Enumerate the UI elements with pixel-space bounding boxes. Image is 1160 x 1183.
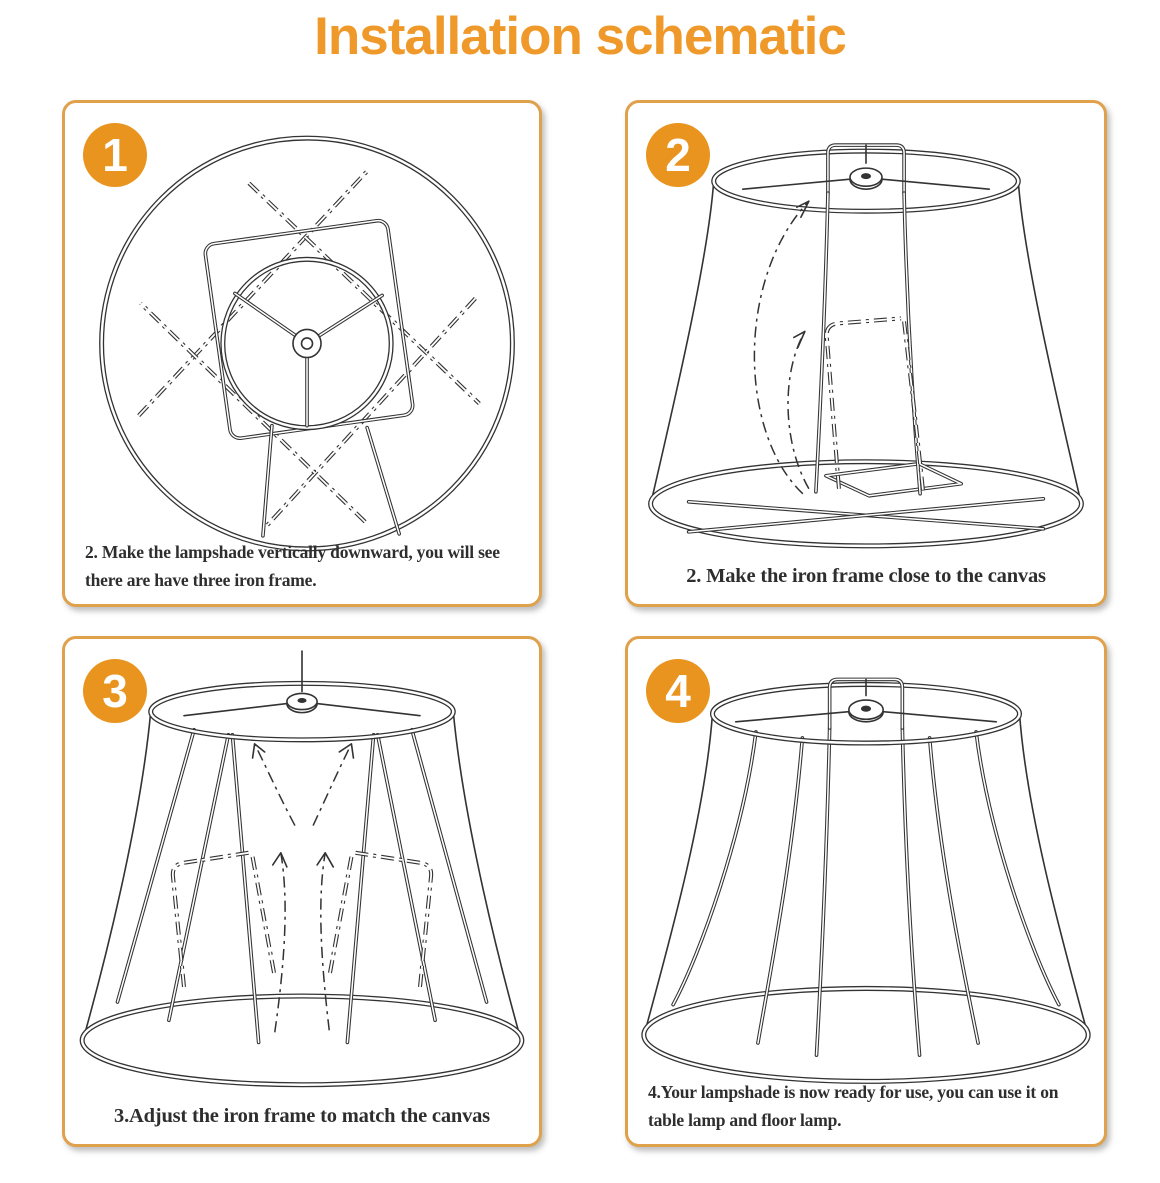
bottom-ring xyxy=(644,988,1088,1081)
step-number: 2 xyxy=(665,129,691,181)
folded-frames-on-bottom xyxy=(689,464,1044,532)
caption-line: 2. Make the lampshade vertically downward, you will see xyxy=(85,542,500,562)
caption-line: table lamp and floor lamp. xyxy=(648,1110,842,1130)
step-1-number-badge xyxy=(83,123,147,187)
step-2-caption xyxy=(636,565,1096,588)
adjust-arrow-top-right xyxy=(313,744,353,826)
step-3-caption xyxy=(73,1105,531,1128)
step-number: 3 xyxy=(102,665,128,717)
step-2-number-badge xyxy=(646,123,710,187)
step-panel-4 xyxy=(625,636,1107,1147)
lift-arrow-large xyxy=(754,201,808,494)
center-washer xyxy=(293,329,321,357)
spider-fitting xyxy=(184,651,420,716)
step-panel-3 xyxy=(62,636,542,1147)
bottom-ring xyxy=(82,996,522,1085)
step-3-number-badge xyxy=(83,659,147,723)
canvas-silhouette xyxy=(647,714,1085,1025)
adjust-arrow-top-left xyxy=(253,744,295,826)
spider-fitting xyxy=(736,679,997,727)
step-1-caption xyxy=(85,538,529,594)
step-4-caption xyxy=(648,1078,1094,1134)
caption-line: 3.Adjust the iron frame to match the canvas xyxy=(114,1105,490,1127)
step-4-number-badge xyxy=(646,659,710,723)
canvas-silhouette xyxy=(85,712,519,1033)
page-title: Installation schematic xyxy=(314,7,846,66)
adjust-arrow-right xyxy=(317,853,333,1030)
step-panel-1 xyxy=(62,100,542,607)
step-number: 4 xyxy=(665,665,691,717)
spider-fitting xyxy=(743,145,989,193)
vertical-ribs xyxy=(673,728,1059,1055)
caption-line: 2. Make the iron frame close to the canvas xyxy=(686,565,1046,587)
step-panel-2 xyxy=(625,100,1107,607)
canvas-silhouette xyxy=(653,181,1080,496)
vertical-ribs xyxy=(816,193,920,494)
caption-line: 4.Your lampshade is now ready for use, you can use it on xyxy=(648,1082,1059,1102)
adjust-arrow-left xyxy=(273,853,287,1033)
step-number: 1 xyxy=(102,129,128,181)
caption-line: there are have three iron frame. xyxy=(85,570,317,590)
